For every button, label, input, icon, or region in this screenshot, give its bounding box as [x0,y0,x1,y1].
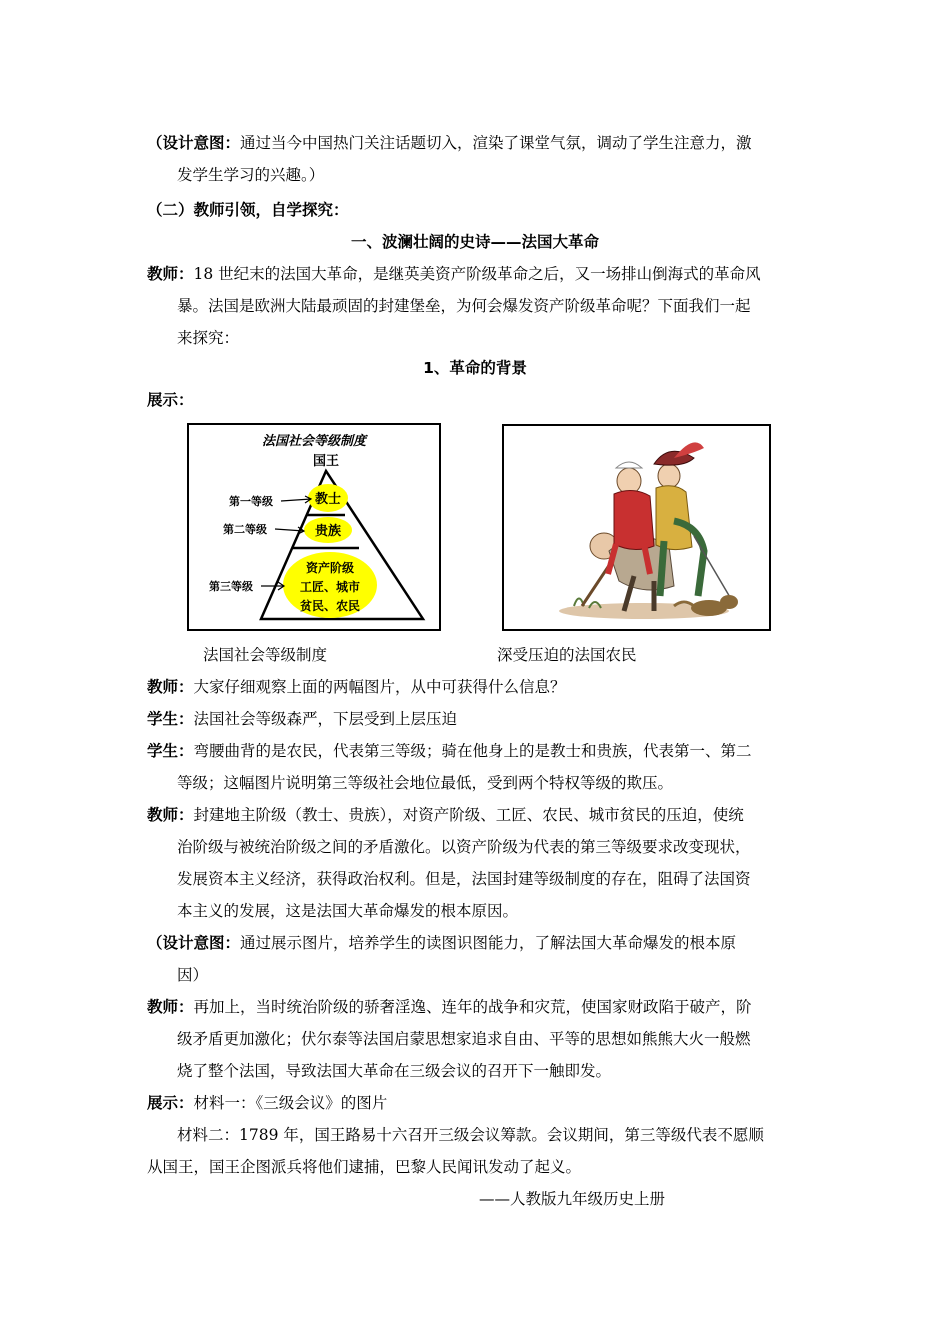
design-intent-1-line1 [147,133,752,153]
teacher-para-3-line1 [147,997,752,1017]
section-subtitle: 1、革命的背景 [423,359,527,377]
figure2-caption: 深受压迫的法国农民 [497,646,637,664]
material-1 [147,1093,387,1113]
speaker-label: 教师： [147,998,194,1016]
para-text: 封建地主阶级（教士、贵族），对资产阶级、工匠、农民、城市贫民的压迫，使统 [193,806,744,824]
teacher-para-2-line1 [147,805,744,825]
student-answer-2-line1 [147,741,752,761]
teacher-question [147,677,566,697]
material-source: ——人教版九年级历史上册 [479,1190,666,1208]
peasant-cartoon-figure [502,424,771,631]
section-heading: （二）教师引领，自学探究： [147,201,349,219]
figure1-caption: 法国社会等级制度 [203,646,328,664]
speaker-label: 学生： [147,742,194,760]
teacher-para-2-line2: 治阶级与被统治阶级之间的矛盾激化。以资产阶级为代表的第三等级要求改变现状， [177,838,751,856]
teacher-para-1-line1 [147,264,761,284]
king-label: 国王 [312,454,340,469]
nobility-label: 贵族 [314,524,342,539]
design-intent-label: （设计意图： [147,134,241,152]
third-estate-line1: 资产阶级 [305,561,355,575]
speaker-label: 教师： [147,806,194,824]
para-text: 18 世纪末的法国大革命，是继英美资产阶级革命之后，又一场排山倒海式的革命风 [193,265,761,283]
para-text: 大家仔细观察上面的两幅图片，从中可获得什么信息？ [193,678,566,696]
material-1-text: 材料一：《三级会议》的图片 [193,1094,388,1112]
clergy-label: 教士 [314,492,342,507]
show-label: 展示： [147,1094,194,1112]
design-intent-2-line2: 因） [177,966,209,984]
speaker-label: 教师： [147,678,194,696]
design-intent-2-line1 [147,933,736,953]
show-label: 展示： [147,391,194,409]
teacher-para-3-line2: 级矛盾更加激化；伏尔泰等法国启蒙思想家追求自由、平等的思想如熊熊大火一般燃 [177,1030,751,1048]
diagram-title: 法国社会等级制度 [261,434,367,449]
speaker-label: 学生： [147,710,194,728]
design-intent-text: 通过展示图片，培养学生的读图识图能力，了解法国大革命爆发的根本原 [240,934,737,952]
teacher-para-2-line3: 发展资本主义经济，获得政治权利。但是，法国封建等级制度的存在，阻碍了法国资 [177,870,751,888]
design-intent-text: 通过当今中国热门关注话题切入，渲染了课堂气氛，调动了学生注意力，激 [240,134,752,152]
chapter-title: 一、波澜壮阔的史诗——法国大革命 [350,233,599,251]
level1-arrow [281,499,311,501]
peasant-cartoon-image [504,426,769,629]
third-estate-line2: 工匠、城市 [299,580,361,594]
para-text: 弯腰曲背的是农民，代表第三等级；骑在他身上的是教士和贵族，代表第一、第二 [193,742,752,760]
level2-label: 第二等级 [223,523,267,536]
student-answer-1 [147,709,457,729]
design-intent-label: （设计意图： [147,934,241,952]
social-hierarchy-diagram [189,425,439,629]
level1-label: 第一等级 [229,495,273,508]
para-text: 法国社会等级森严，下层受到上层压迫 [193,710,458,728]
speaker-label: 教师： [147,265,194,283]
social-hierarchy-figure [187,423,441,631]
teacher-para-2-line4: 本主义的发展，这是法国大革命爆发的根本原因。 [177,902,519,920]
third-estate-line3: 贫民、农民 [299,599,361,613]
material-2-line1: 材料二：1789 年，国王路易十六召开三级会议筹款。会议期间，第三等级代表不愿顺 [177,1126,764,1144]
student-answer-2-line2: 等级；这幅图片说明第三等级社会地位最低，受到两个特权等级的欺压。 [177,774,674,792]
material-2-line2: 从国王，国王企图派兵将他们逮捕，巴黎人民闻讯发动了起义。 [147,1158,582,1176]
teacher-para-1-line3: 来探究： [177,329,240,347]
design-intent-1-line2: 发学生学习的兴趣。） [177,166,325,184]
teacher-para-3-line3: 烧了整个法国，导致法国大革命在三级会议的召开下一触即发。 [177,1062,612,1080]
teacher-para-1-line2: 暴。法国是欧洲大陆最顽固的封建堡垒，为何会爆发资产阶级革命呢？下面我们一起 [177,297,751,315]
level3-label: 第三等级 [209,580,253,593]
para-text: 再加上，当时统治阶级的骄奢淫逸、连年的战争和灾荒，使国家财政陷于破产，阶 [193,998,752,1016]
